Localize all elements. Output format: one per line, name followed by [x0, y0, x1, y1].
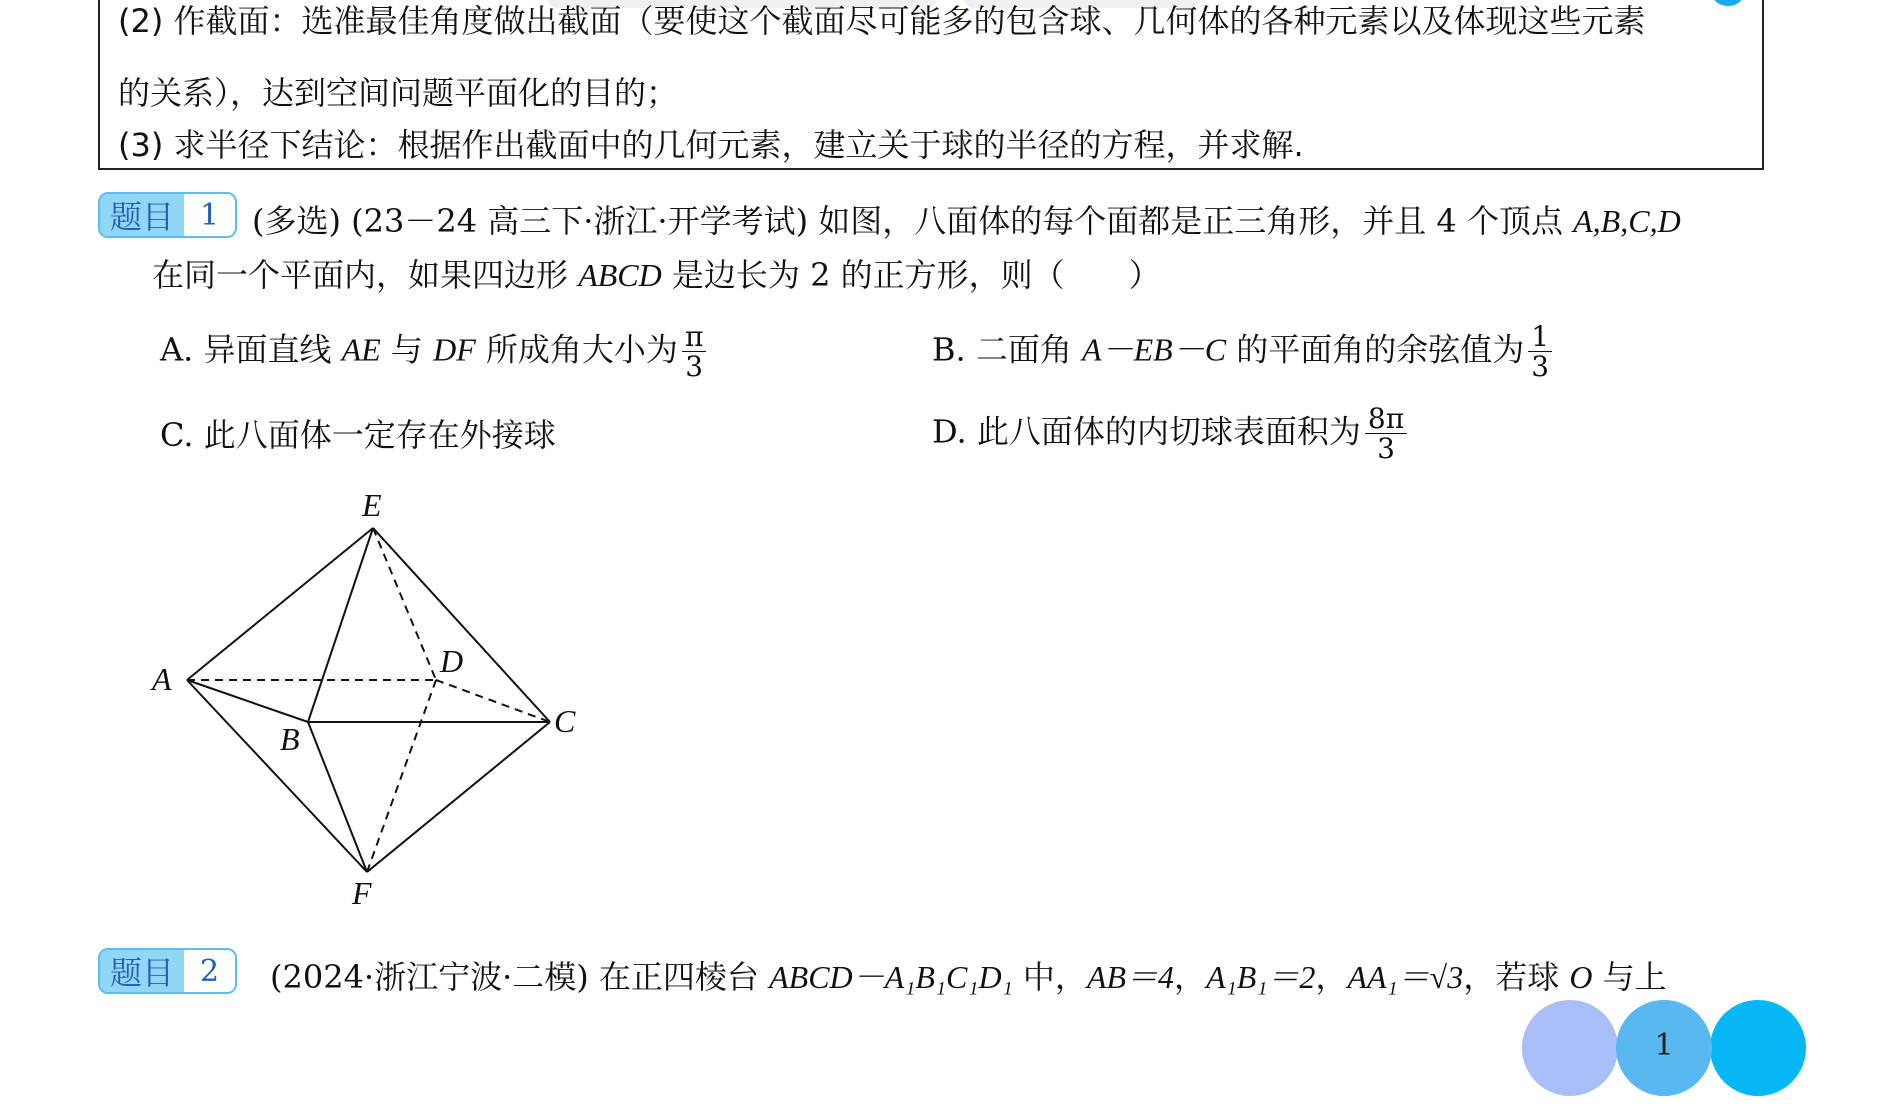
q2-text-c: ，若球: [1463, 958, 1570, 996]
option-b: [932, 322, 1552, 382]
question-tag-2: [98, 948, 237, 994]
q2-text-a: (2024·浙江宁波·二模) 在正四棱台: [270, 958, 770, 996]
q2-condition-ab: AB＝4: [1086, 959, 1175, 995]
edge-ed-hidden: [373, 528, 436, 680]
question-2-line-1: (2024·浙江宁波·二模) 在正四棱台 ABCD－A₁B₁C₁D₁ 中，AB＝4，A₁B₁＝2，AA₁＝√3，若球 O 与上: [270, 958, 1667, 996]
option-a-suffix: 所成角大小为: [475, 330, 678, 369]
option-a-numerator: π: [682, 322, 706, 352]
octahedron-figure: [140, 486, 600, 906]
label-d: D: [440, 643, 464, 679]
label-e: E: [362, 487, 382, 523]
edge-dc-hidden: [436, 680, 550, 722]
q2-text-b: 中，: [1012, 958, 1087, 996]
q1-text-line1: (多选) (23－24 高三下·浙江·开学考试) 如图，八面体的每个面都是正三角形，并且 4 个顶点: [252, 202, 1574, 240]
option-a-line-df: DF: [433, 331, 476, 368]
q2-text-d: 与上: [1592, 958, 1667, 996]
q2-condition-aa1: AA₁＝√3: [1347, 959, 1464, 995]
label-b: B: [280, 721, 300, 757]
label-f: F: [352, 875, 372, 906]
summary-line-2: (2) 作截面：选准最佳角度做出截面（要使这个截面尽可能多的包含球、几何体的各种元素以及体现这些元素: [118, 2, 1646, 40]
option-d-numerator: 8π: [1365, 404, 1407, 434]
page-circle-decor-right: [1710, 1000, 1806, 1096]
option-a-line-ae: AE: [341, 331, 381, 368]
label-c: C: [554, 703, 576, 739]
option-b-numerator: 1: [1528, 322, 1552, 352]
page-number: 1: [1654, 1028, 1674, 1063]
q1-text-line2-a: 在同一个平面内，如果四边形: [152, 256, 579, 294]
q1-vertices: A,B,C,D: [1573, 203, 1681, 239]
q2-condition-a1b1: A₁B₁＝2: [1206, 959, 1316, 995]
question-number: 1: [184, 194, 235, 236]
option-c: C. 此八面体一定存在外接球: [160, 416, 556, 454]
option-a-denominator: 3: [685, 350, 704, 384]
edge-af: [187, 680, 367, 872]
edge-bf: [308, 722, 367, 872]
page-circle-decor-left: [1522, 1000, 1618, 1096]
question-tag-label: 题目: [100, 950, 184, 992]
option-b-angle: A－EB－C: [1082, 331, 1227, 368]
option-b-fraction: [1528, 322, 1552, 382]
edge-ab: [187, 680, 308, 722]
question-number: 2: [184, 950, 235, 992]
edge-ec: [373, 528, 550, 722]
summary-line-3: (3) 求半径下结论：根据作出截面中的几何元素，建立关于球的半径的方程，并求解.: [118, 126, 1304, 164]
option-a-prefix: A. 异面直线: [160, 330, 342, 369]
edge-cf: [367, 722, 550, 872]
option-d-text: D. 此八面体的内切球表面积为: [932, 412, 1361, 451]
option-a-fraction: [682, 322, 706, 382]
method-summary-box: [98, 0, 1764, 170]
option-a-mid: 与: [380, 330, 434, 369]
edge-ea: [187, 528, 373, 680]
question-tag-label: 题目: [100, 194, 184, 236]
q2-frustum: ABCD－A₁B₁C₁D₁: [769, 959, 1013, 995]
option-d: [932, 404, 1407, 464]
label-a: A: [152, 661, 172, 697]
option-d-fraction: [1365, 404, 1407, 464]
q1-quad: ABCD: [578, 257, 662, 293]
option-b-prefix: B. 二面角: [932, 330, 1083, 369]
option-a: [160, 322, 706, 382]
question-1-line-2: [152, 250, 1161, 296]
q2-ball: O: [1569, 959, 1593, 995]
option-d-denominator: 3: [1377, 432, 1395, 466]
option-b-denominator: 3: [1531, 350, 1550, 384]
summary-line-2-cont: 的关系），达到空间问题平面化的目的；: [118, 74, 679, 112]
question-1-line-1: [252, 196, 1681, 242]
q1-text-line2-b: 是边长为 2 的正方形，则（ ）: [661, 256, 1161, 294]
edge-eb: [308, 528, 373, 722]
option-b-suffix: 的平面角的余弦值为: [1226, 330, 1525, 369]
question-tag-1: [98, 192, 237, 238]
